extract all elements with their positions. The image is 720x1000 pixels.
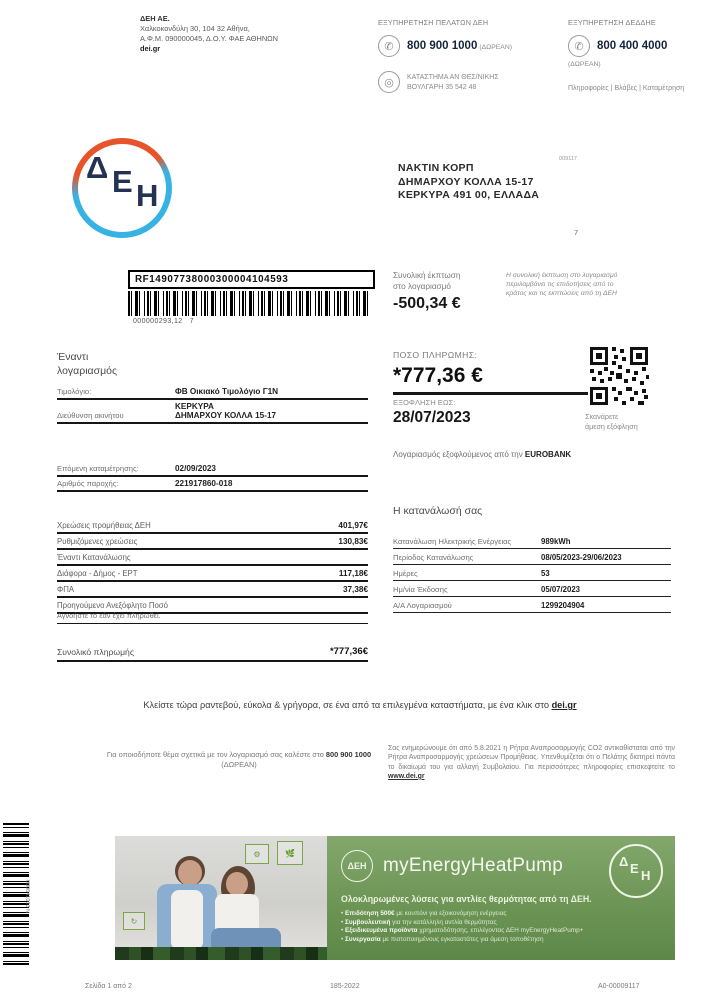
row-label: Διεύθυνση ακινήτου: [57, 411, 124, 420]
table-row: [57, 582, 368, 598]
dei-gr-link[interactable]: dei.gr: [551, 700, 577, 710]
recipient-address-block: [398, 156, 628, 203]
ignore-if-paid-note: Αγνοήστε το εάν έχει πληρωθεί.: [57, 611, 368, 624]
logo-letter: Ε: [630, 861, 639, 876]
bank-settlement-note: [393, 450, 571, 459]
table-row: [57, 462, 368, 477]
footer-contact-note: [103, 750, 375, 770]
table-row: [393, 533, 671, 549]
bullet-lead: Συνεργασία: [345, 935, 381, 943]
row-value: 117,18€: [338, 569, 368, 578]
phone-icon: ✆: [568, 35, 590, 57]
table-row: [393, 581, 671, 597]
footer-free-note: (ΔΩΡΕΑΝ): [221, 760, 257, 769]
list-item: • Επιδότηση 500€ με κουπόνι για εξοικονόμηση ενέργειας: [341, 910, 507, 917]
free-call-note: (ΔΩΡΕΑΝ): [568, 61, 601, 68]
location-pin-icon: ◎: [378, 71, 400, 93]
table-row: [57, 534, 368, 550]
customer-service-phone: 800 900 1000: [407, 40, 478, 52]
logo-letter: Η: [641, 868, 651, 883]
payment-barcode: [128, 291, 372, 316]
qr-caption-line2: άμεση εξόφληση: [585, 421, 638, 431]
banner-photo-couple: [115, 836, 327, 960]
payment-qr-code: [588, 345, 650, 412]
row-value-line1: ΚΕΡΚΥΡΑ: [175, 402, 214, 411]
row-label: Διάφορα - Δήμος - ΕΡΤ: [57, 569, 138, 578]
banner-subtitle: Ολοκληρωμένες λύσεις για αντλίες θερμότητας από τη ΔΕΗ.: [341, 894, 592, 904]
dei-logo-letter-epsilon: Ε: [112, 164, 133, 199]
bullet-rest: για την κατάλληλη αντλία θερμότητας: [390, 918, 497, 926]
row-label: Επόμενη καταμέτρησης:: [57, 464, 139, 473]
company-address-line2: Α.Φ.Μ. 090000045, Δ.Ο.Υ. ΦΑΕ ΑΘΗΝΩΝ: [140, 34, 279, 43]
row-label: Ρυθμιζόμενες χρεώσεις: [57, 537, 138, 546]
table-row: [57, 518, 368, 534]
row-label: Α/Α Λογαριασμού: [393, 600, 452, 610]
footer-phone: 800 900 1000: [325, 750, 372, 759]
deddie-service-title: ΕΞΥΠΗΡΕΤΗΣΗ ΔΕΔΔΗΕ: [568, 18, 656, 27]
row-value: 130,83€: [338, 537, 368, 546]
bullet-lead: Επιδότηση 500€: [345, 910, 395, 917]
bullet-lead: Συμβουλευτική: [345, 918, 391, 926]
wall-frame-icon: ⚙: [245, 844, 269, 864]
charges-table: [57, 518, 368, 614]
row-label: Περίοδος Κατανάλωσης: [393, 552, 474, 562]
www-dei-gr-link[interactable]: www.dei.gr: [388, 772, 425, 780]
table-row: [57, 566, 368, 582]
row-label: Ημέρες: [393, 568, 418, 578]
consumption-heading: Η κατανάλωσή σας: [393, 505, 483, 517]
account-heading-line2: λογαριασμός: [57, 365, 118, 377]
total-discount-block: [393, 271, 503, 313]
customer-service-title: ΕΞΥΠΗΡΕΤΗΣΗ ΠΕΛΑΤΩΝ ΔΕΗ: [378, 18, 489, 27]
payment-amount-value: *777,36 €: [393, 364, 483, 387]
bank-name: EUROBANK: [524, 450, 572, 459]
banner-green-panel: [327, 836, 675, 960]
woman-face: [226, 872, 248, 896]
discount-label-line2: στο λογαριασμό: [393, 281, 451, 291]
bank-note-text: Λογαριασμός εξοφλούμενος από την: [393, 450, 525, 459]
document-reference: Α0-00009117: [598, 983, 640, 990]
appointment-cta: [0, 700, 720, 710]
logo-letter: Δ: [619, 854, 629, 869]
dei-logo-letter-delta: Δ: [86, 150, 109, 185]
recipient-street: ΔΗΜΑΡΧΟΥ ΚΟΛΛΑ 15-17: [398, 175, 534, 188]
total-label: Συνολικό πληρωμής: [57, 647, 134, 657]
row-label: Αριθμός παροχής:: [57, 479, 119, 488]
man-tshirt: [171, 890, 203, 950]
discount-amount: -500,34 €: [393, 295, 461, 312]
table-row: [393, 549, 671, 565]
account-heading-line1: Έναντι: [57, 351, 89, 363]
table-row: [57, 477, 368, 492]
account-info-table: [57, 385, 368, 424]
banner-bullet-list: [341, 910, 661, 944]
table-row: [57, 385, 368, 400]
divider: [393, 392, 591, 395]
discount-label-line1: Συνολική έκπτωση: [393, 271, 461, 280]
dei-outline-logo: [609, 844, 663, 898]
company-name: ΔΕΗ ΑΕ.: [140, 14, 170, 23]
row-value: 53: [541, 568, 550, 578]
row-label: ΦΠΑ: [57, 585, 75, 594]
recipient-mark: 7: [574, 228, 579, 237]
store-line2: ΒΟΥΛΓΑΡΗ 35 542 48: [407, 83, 477, 91]
list-item: • Συμβουλευτική για την κατάλληλη αντλία θερμότητας: [341, 918, 497, 926]
row-value: 02/09/2023: [175, 464, 216, 473]
company-address-line1: Χαλκοκονδύλη 30, 104 32 Αθήνα,: [140, 24, 250, 33]
dei-logo-letter-eta: Η: [136, 178, 159, 213]
barcode-number: [133, 318, 194, 325]
row-value: 1299204904: [541, 600, 585, 610]
row-label: Ημ/νία Έκδοσης: [393, 584, 448, 594]
form-code: 185-2022: [330, 983, 360, 990]
row-value: ΦΒ Οικιακό Τιμολόγιο Γ1Ν: [175, 387, 279, 396]
cta-text: Κλείστε τώρα ραντεβού, εύκολα & γρήγορα, σε ένα από τα επιλεγμένα καταστήματα, με ένα κλικ στο: [143, 700, 552, 710]
barcode-number-mark: 7: [189, 318, 194, 325]
company-info: [140, 14, 370, 54]
footer-co2-text: Σας ενημερώνουμε ότι από 5.8.2021 η Ρήτρα Αναπροσαρμογής CO2 αντικαθίσταται από την Ρήτρα Αναπροσαρμογής χρεώσεων Προμήθειας. Υπενθυμίζεται ότι ο Πελάτης διατηρεί πάντα το δικαίωμά του για αλλαγή Συμβολαίου. Για περισσότερες πληροφορίες επισκεφτείτε το: [388, 745, 675, 771]
phone-icon: ✆: [378, 35, 400, 57]
total-payable-row: [57, 646, 368, 662]
deddie-phone: 800 400 4000: [597, 40, 668, 52]
recipient-code: 009117: [559, 156, 577, 162]
banner-bottom-strip: [115, 947, 327, 960]
banner-title: myEnergyHeatPump: [383, 855, 564, 876]
qr-caption-line1: Σκανάρετε: [585, 412, 619, 421]
row-label: Τιμολόγιο:: [57, 387, 92, 396]
row-label: Κατανάλωση Ηλεκτρικής Ενέργειας: [393, 536, 512, 546]
row-value: 221917860-018: [175, 479, 233, 488]
list-item: • Συνεργασία με πιστοποιημένους εγκαταστάτες για άμεση τοποθέτηση: [341, 935, 544, 943]
deddie-service-block: [568, 18, 713, 94]
row-value: 05/07/2023: [541, 584, 581, 594]
account-heading: [57, 350, 117, 378]
bullet-rest: χρηματοδότησης, επιλέγοντας ΔΕΗ myEnergyHeatPump+: [417, 927, 584, 935]
table-row: [393, 597, 671, 613]
recipient-name: ΝΑΚΤΙΝ ΚΟΡΠ: [398, 162, 474, 174]
promo-banner: [115, 836, 675, 960]
dei-mini-logo: ΔΕΗ: [341, 850, 373, 882]
company-website-link[interactable]: dei.gr: [140, 44, 161, 53]
row-value: 989kWh: [541, 536, 571, 546]
page-number: Σελίδα 1 από 2: [85, 983, 132, 990]
store-line1: ΚΑΤΑΣΤΗΜΑ ΑΝ ΘΕΣ/ΝΙΚΗΣ: [407, 74, 499, 81]
table-row: [393, 565, 671, 581]
man-face: [178, 860, 202, 886]
table-row: [57, 550, 368, 566]
free-call-note: (ΔΩΡΕΑΝ): [479, 44, 513, 51]
row-label: Έναντι Κατανάλωσης: [57, 553, 131, 562]
list-item: • Εξειδικευμένα προϊόντα χρηματοδότησης, επιλέγοντας ΔΕΗ myEnergyHeatPump+: [341, 927, 584, 935]
recipient-city: ΚΕΡΚΥΡΑ 491 00, ΕΛΛΑΔΑ: [398, 189, 540, 201]
bullet-rest: με πιστοποιημένους εγκαταστάτες για άμεση τοποθέτηση: [380, 935, 544, 943]
side-barcode-number: 000641003 N: [24, 880, 30, 914]
bullet-lead: Εξειδικευμένα προϊόντα: [345, 927, 418, 935]
footer-contact-text: Για οποιοδήποτε θέμα σχετικά με τον λογαριασμό σας καλέστε στο: [106, 750, 326, 759]
payment-amount-label: ΠΟΣΟ ΠΛΗΡΩΜΗΣ:: [393, 350, 478, 360]
wall-frame-icon: ↻: [123, 912, 145, 930]
row-value: 401,97€: [338, 521, 368, 530]
meter-info-table: [57, 462, 368, 492]
deddie-info-links: Πληροφορίες | Βλάβες | Καταμέτρηση: [568, 85, 685, 92]
wall-frame-icon: 🌿: [277, 841, 303, 865]
bullet-rest: με κουπόνι για εξοικονόμηση ενέργειας: [394, 910, 507, 917]
total-value: *777,36€: [329, 646, 368, 657]
consumption-table: [393, 533, 671, 613]
row-value: 37,38€: [342, 585, 368, 594]
due-date-value: 28/07/2023: [393, 409, 471, 426]
row-label: Προηγούμενο Ανεξόφλητο Ποσό: [57, 601, 168, 610]
rf-payment-code-box: [128, 270, 375, 289]
qr-code-graphic: [588, 345, 650, 407]
table-row: [57, 400, 368, 424]
footer-co2-note: [388, 744, 675, 781]
customer-service-block: [378, 18, 553, 93]
dei-logo: [72, 138, 172, 238]
row-value: 08/05/2023-29/06/2023: [541, 552, 622, 562]
due-date-label: ΕΞΟΦΛΗΣΗ ΕΩΣ:: [393, 398, 456, 407]
rf-payment-code: RF14907738000300004104593: [135, 274, 289, 285]
discount-note: Η συνολική έκπτωση στο λογαριασμό περιλαμβάνει τις επιδοτήσεις από το κράτος και τις εκπτώσεις από τη ΔΕΗ: [506, 272, 618, 297]
row-label: Χρεώσεις προμήθειας ΔΕΗ: [57, 521, 151, 530]
qr-caption: [585, 412, 638, 431]
payment-amount-block: [393, 350, 593, 427]
row-value-line2: ΔΗΜΑΡΧΟΥ ΚΟΛΛΑ 15-17: [175, 411, 277, 420]
barcode-number-value: 000000293,12: [133, 318, 183, 325]
